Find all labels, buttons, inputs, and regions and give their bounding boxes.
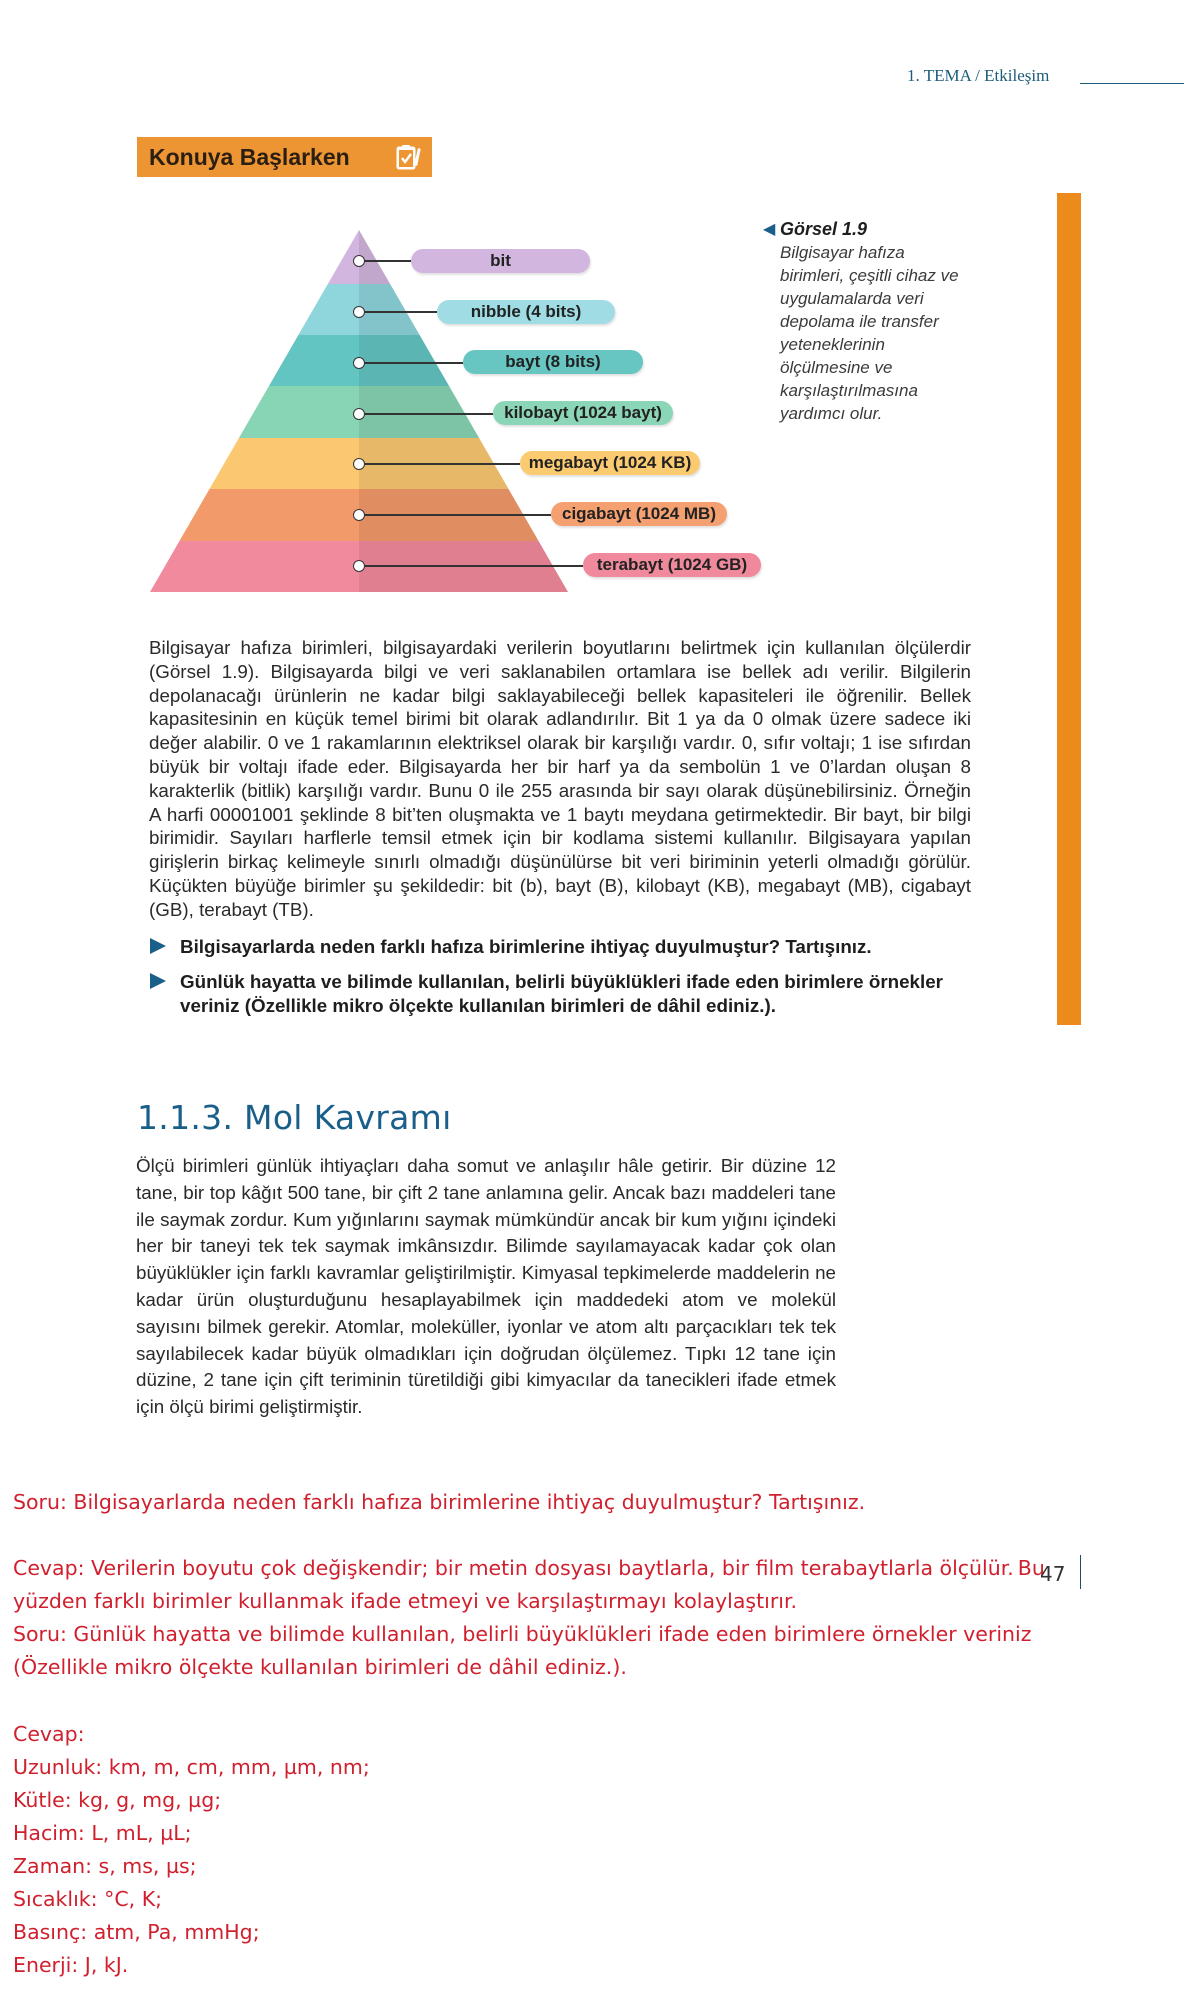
pyramid-shape [0, 0, 800, 620]
caption-text: Bilgisayar hafıza birimleri, çeşitli cihaz ve uygulamalarda veri depolama ile transfer yeteneklerinin ölçülmesine ve karşılaştırılmasına yardımcı olur. [780, 243, 959, 423]
answer-2-item: Hacim: L, mL, µL; [13, 1821, 192, 1845]
text-cursor [1080, 1555, 1081, 1589]
level-megabayt: megabayt (1024 KB) [520, 451, 700, 475]
pyramid-dot [353, 408, 365, 420]
pyramid-dot [353, 560, 365, 572]
question-2-line1: Soru: Günlük hayatta ve bilimde kullanılan, belirli büyüklükleri ifade eden birimlere örnekler veriniz [13, 1622, 1032, 1646]
answer-2-item: Basınç: atm, Pa, mmHg; [13, 1920, 260, 1944]
pyramid-dot [353, 458, 365, 470]
pyramid-dot [353, 306, 365, 318]
page-number: 47 [1040, 1562, 1066, 1586]
banner-title: Konuya Başlarken [149, 143, 350, 170]
level-bit: bit [411, 249, 590, 273]
pyramid-dot [353, 255, 365, 267]
header-rule [1080, 83, 1184, 84]
pyramid-dot [353, 509, 365, 521]
discussion-question: Bilgisayarlarda neden farklı hafıza birimlerine ihtiyaç duyulmuştur? Tartışınız. [180, 935, 980, 959]
answer-2-label: Cevap: [13, 1722, 85, 1746]
section-title: 1.1.3. Mol Kavramı [137, 1098, 452, 1137]
answer-2-item: Enerji: J, kJ. [13, 1953, 129, 1977]
answer-1-line2: yüzden farklı birimler kullanmak ifade etmeyi ve karşılaştırmayı kolaylaştırır. [13, 1589, 798, 1613]
pyramid-dot [353, 357, 365, 369]
question-2-line2: (Özellikle mikro ölçekte kullanılan birimleri de dâhil ediniz.). [13, 1655, 627, 1679]
discussion-question: Günlük hayatta ve bilimde kullanılan, belirli büyüklükleri ifade eden birimlere örnekler veriniz (Özellikle mikro ölçekte kullanılan birimleri de dâhil ediniz.). [180, 970, 980, 1018]
caption-arrow-icon: ◀ [763, 221, 776, 238]
section-paragraph: Ölçü birimleri günlük ihtiyaçları daha somut ve anlaşılır hâle getirir. Bir düzine 12 tane, bir top kâğıt 500 tane, bir çift 2 tane anlamına gelir. Ancak bazı maddeleri tane ile saymak zordur. Kum yığınlarını saymak mümkündür ancak bir kum yığını içindeki her bir taneyi tek tek saymak imkânsızdır. Bilimde sayılamayacak kadar çok olan büyüklükler için farklı kavramlar geliştirilmiştir. Kimyasal tepkimelerde maddelerin ne kadar ürün oluşturduğunu hesaplayabilmek için maddedeki atom ve molekül sayısını bilmek gerekir. Atomlar, moleküller, iyonlar ve atom altı parçacıkları tek tek sayılabilecek kadar büyük olmadıkları için doğrudan ölçülemez. Tıpkı 12 tane için düzine, 2 tane için çift teriminin türetildiği gibi kimyacılar da tanecikleri ifade etmek için ölçü birimi geliştirmiştir. [136, 1155, 836, 1418]
answer-2-item: Sıcaklık: °C, K; [13, 1887, 163, 1911]
level-terabayt: terabayt (1024 GB) [583, 553, 761, 577]
chapter-header: 1. TEMA / Etkileşim [907, 66, 1050, 85]
answer-1-line1: Cevap: Verilerin boyutu çok değişkendir; bir metin dosyası baytlarla, bir film terabaytlarla ölçülür. Bu [13, 1556, 1045, 1580]
memory-units-pyramid [0, 0, 800, 620]
level-bayt: bayt (8 bits) [463, 350, 643, 374]
answer-2-item: Kütle: kg, g, mg, µg; [13, 1788, 222, 1812]
question-1: Soru: Bilgisayarlarda neden farklı hafıza birimlerine ihtiyaç duyulmuştur? Tartışınız. [13, 1490, 866, 1514]
level-cigabayt: cigabayt (1024 MB) [551, 502, 727, 526]
caption-title: Görsel 1.9 [780, 219, 868, 239]
answer-2-item: Zaman: s, ms, µs; [13, 1854, 197, 1878]
figure-caption [763, 218, 1010, 425]
answer-2-item: Uzunluk: km, m, cm, mm, µm, nm; [13, 1755, 370, 1779]
triangle-bullet-icon [150, 973, 166, 989]
triangle-bullet-icon [150, 938, 166, 954]
level-kilobayt: kilobayt (1024 bayt) [493, 401, 673, 425]
side-accent-bar [1057, 193, 1081, 1025]
level-nibble: nibble (4 bits) [437, 300, 615, 324]
body-paragraph: Bilgisayar hafıza birimleri, bilgisayardaki verilerin boyutlarını belirtmek için kullanılan ölçülerdir (Görsel 1.9). Bilgisayarda bilgi ve veri saklanabilen ortamlara ise bellek adı verilir. Bilgilerin depolanacağı ürünlerin ne kadar bilgi saklayabileceği bellek kapasiteleri ile öğrenilir. Bellek kapasitesinin en küçük temel birimi bit olarak adlandırılır. Bit 1 ya da 0 olmak üzere sadece iki değer alabilir. 0 ve 1 rakamlarının elektriksel olarak bir karşılığı vardır. 0, sıfır voltajı; 1 ise sıfırdan büyük bir voltajı ifade eder. Bilgisayarda her bir harf ya da sembolün 1 ve 0’lardan oluşan 8 karakterlik (bitlik) karşılığı vardır. Bunu 0 ile 255 arasında bir sayı olarak düşünebilirsiniz. Örneğin A harfi 00001001 şeklinde 8 bit’ten oluşmakta ve 1 baytı meydana getirmektedir. Bir bayt, bir bilgi birimidir. Sayıları harflerle temsil etmek için bir kodlama sistemi kullanılır. Bilgisayara yapılan girişlerin birkaç kelimeyle sınırlı olmadığı düşünülürse bit veri biriminin yeterli olmadığı görülür. Küçükten büyüğe birimler şu şekildedir: bit (b), bayt (B), kilobayt (KB), megabayt (MB), cigabayt (GB), terabayt (TB). [149, 637, 971, 920]
